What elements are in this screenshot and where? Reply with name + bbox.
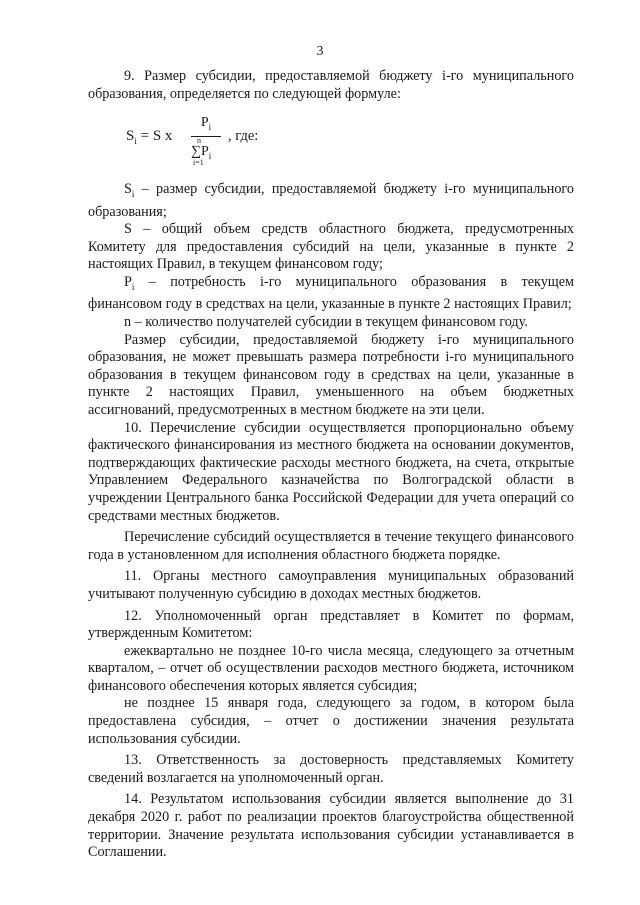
paragraph-9: 9. Размер субсидии, предоставляемой бюджету i-го муниципального образования, определяется по следующей формуле: [88, 68, 574, 102]
definition-si-symbol: S [124, 181, 132, 198]
numerator-subscript: i [208, 121, 212, 132]
paragraph-12: 12. Уполномоченный орган представляет в Комитет по формам, утвержденным Комитетом: [88, 607, 574, 642]
definition-s: S – общий объем средств областного бюджета, предусмотренных Комитету для предоставления субсидий на цели, указанные в пункте 2 настоящих Правил, в текущем финансовом году; [88, 221, 574, 273]
sum-subscript: i [208, 150, 212, 161]
definition-pi-symbol: P [124, 273, 132, 290]
paragraph-11: 11. Органы местного самоуправления муниципальных образований учитывают полученную субсидию в доходах местных бюджетов. [88, 568, 574, 602]
formula-denominator [191, 137, 221, 167]
subsidy-formula [88, 111, 574, 175]
paragraph-12-annual: не позднее 15 января года, следующего за годом, в котором была предоставлена субсидия, – отчет о достижении значения результата использования субсидии. [88, 695, 574, 747]
formula-where: , где: [228, 128, 259, 145]
paragraph-13: 13. Ответственность за достоверность представляемых Комитету сведений возлагается на уполномоченный орган. [88, 752, 574, 786]
definition-pi-text: – потребность i-го муниципального образования в текущем финансовом году в средствах на цели, указанные в пункте 2 настоящих Правил; [88, 273, 574, 313]
paragraph-14: 14. Результатом использования субсидии является выполнение до 31 декабря 2020 г. работ по реализации проектов благоустройства общественной территории. Значение результата использования субсидии устанавливается в Соглашении. [88, 791, 574, 861]
formula-lhs-rest: = S x [136, 128, 177, 145]
formula-fraction [191, 115, 221, 167]
document-body [88, 68, 574, 862]
formula-lhs-subscript: i [134, 136, 137, 147]
definition-si-subscript: i [131, 189, 135, 200]
numerator-symbol: P [200, 115, 209, 131]
definition-pi-subscript: i [131, 281, 135, 292]
definition-n: n – количество получателей субсидии в текущем финансовом году. [124, 314, 528, 330]
formula-lhs [126, 128, 176, 146]
paragraph-12-quarterly: ежеквартально не позднее 10-го числа месяца, следующего за отчетным кварталом, – отчет об осуществлении расходов местного бюджета, источником финансового обеспечения которых является субсидия; [88, 642, 574, 694]
paragraph-10: 10. Перечисление субсидии осуществляется пропорционально объему фактического финансирования из местного бюджета на основании документов, подтверждающих фактические расходы местного бюджета, на счета, открытые Управлением Федерального казначейства по Волгоградской области в учреждении Центрального банка Российской Федерации для учета операций со средствами местных бюджетов. [88, 419, 574, 524]
sum-symbol: ∑P [191, 143, 209, 159]
definition-si-text: – размер субсидии, предоставляемой бюджету i-го муниципального образования; [88, 181, 574, 220]
sum-lower-limit: i=1 [193, 157, 204, 167]
sum-upper-limit: n [197, 135, 201, 145]
page-number: 3 [316, 44, 324, 59]
paragraph-9-limit: Размер субсидии, предоставляемой бюджету i-го муниципального образования, не может превышать размера потребности i-го муниципального образования в текущем финансовом году в средствах на цели, указанные в пункте 2 настоящих Правил, уменьшенного на объем бюджетных ассигнований, предусмотренных в местном бюджете на эти цели. [88, 331, 574, 418]
paragraph-10-transfer: Перечисление субсидий осуществляется в течение текущего финансового года в установленном для исполнения областного бюджета порядке. [88, 529, 574, 563]
formula-lhs-symbol: S [126, 128, 135, 145]
definition-si [88, 181, 574, 221]
formula-numerator [191, 115, 221, 135]
definition-pi [88, 274, 574, 314]
